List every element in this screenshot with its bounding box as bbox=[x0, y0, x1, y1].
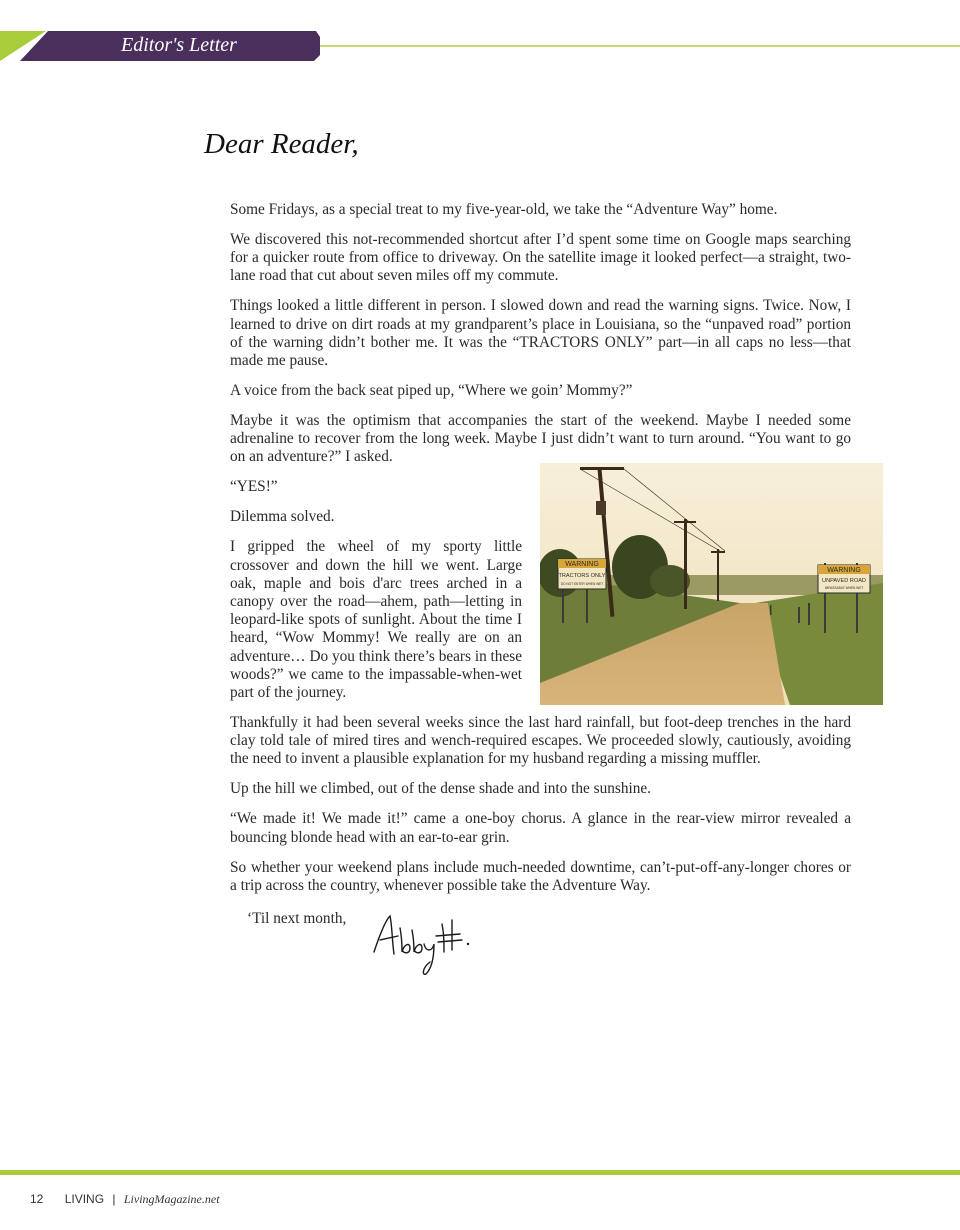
page-number: 12 bbox=[30, 1192, 44, 1206]
paragraph: Up the hill we climbed, out of the dense shade and into the sunshine. bbox=[230, 780, 652, 798]
paragraph: Maybe it was the optimism that accompanies the start of the weekend. Maybe I needed some adrenaline to recover from the long week. Maybe I just didn’t want to turn around. “You want to go on an adventure?” I asked. bbox=[230, 412, 851, 466]
footer-rule bbox=[0, 1170, 960, 1175]
magazine-name: LIVING bbox=[64, 1192, 105, 1206]
sign-right-text: UNPAVED ROAD bbox=[822, 578, 866, 584]
website-link[interactable]: LivingMagazine.net bbox=[123, 1192, 220, 1206]
sign-left-text: TRACTORS ONLY bbox=[558, 573, 606, 579]
paragraph: A voice from the back seat piped up, “Where we goin’ Mommy?” bbox=[230, 382, 633, 400]
paragraph: Thankfully it had been several weeks since the last hard rainfall, but foot-deep trenches in the hard clay told tale of mired tires and wench-required escapes. We proceeded slowly, cautiously, avoiding the need to invent a plausible explanation for my husband regarding a missing muffler. bbox=[230, 714, 851, 768]
paragraph: Things looked a little different in person. I slowed down and read the warning signs. Twice. Now, I learned to drive on dirt roads at my grandparent’s place in Louisiana, so the “unpaved road” portion of the warning didn’t bother me. It was the “TRACTORS ONLY” part—in all caps no less—that made me pause. bbox=[230, 297, 851, 370]
section-title: Editor's Letter bbox=[121, 34, 237, 56]
sign-right-title: WARNING bbox=[827, 567, 861, 574]
paragraph: We discovered this not-recommended shortcut after I’d spent some time on Google maps searching for a quicker route from office to driveway. On the satellite image it looked perfect—a straight, two-lane road that cut about seven miles off my commute. bbox=[230, 231, 851, 285]
letter-salutation: Dear Reader, bbox=[204, 128, 359, 160]
header-rule bbox=[320, 45, 960, 47]
signature bbox=[352, 906, 480, 984]
letter-signoff: ‘Til next month, bbox=[247, 910, 347, 927]
sign-left-small: DO NOT ENTER WHEN WET bbox=[560, 582, 604, 586]
paragraph: So whether your weekend plans include much-needed downtime, can’t-put-off-any-longer chores or a trip across the country, whenever possible take the Adventure Way. bbox=[230, 858, 851, 894]
paragraph: “We made it! We made it!” came a one-boy chorus. A glance in the rear-view mirror revealed a bouncing blonde head with an ear-to-ear grin. bbox=[230, 810, 851, 846]
footer bbox=[30, 1192, 220, 1207]
paragraph: Some Fridays, as a special treat to my five-year-old, we take the “Adventure Way” home. bbox=[230, 201, 778, 218]
paragraph: “YES!” bbox=[230, 478, 278, 496]
sign-left-title: WARNING bbox=[565, 561, 599, 568]
road-photo bbox=[540, 463, 883, 705]
footer-separator: | bbox=[112, 1192, 116, 1206]
paragraph: I gripped the wheel of my sporty little crossover and down the hill we went. Large oak, maple and bois d'arc trees arched in a canopy over the road—ahem, path—letting in leopard-like spots of sunlight. About the time I heard, “Wow Mommy! We really are on an adventure… Do you think there’s bears in these woods?” we came to the impassable-when-wet part of the journey. bbox=[230, 538, 522, 702]
paragraph: Dilemma solved. bbox=[230, 508, 335, 526]
sign-right-small: IMPASSABLE WHEN WET bbox=[824, 586, 864, 590]
